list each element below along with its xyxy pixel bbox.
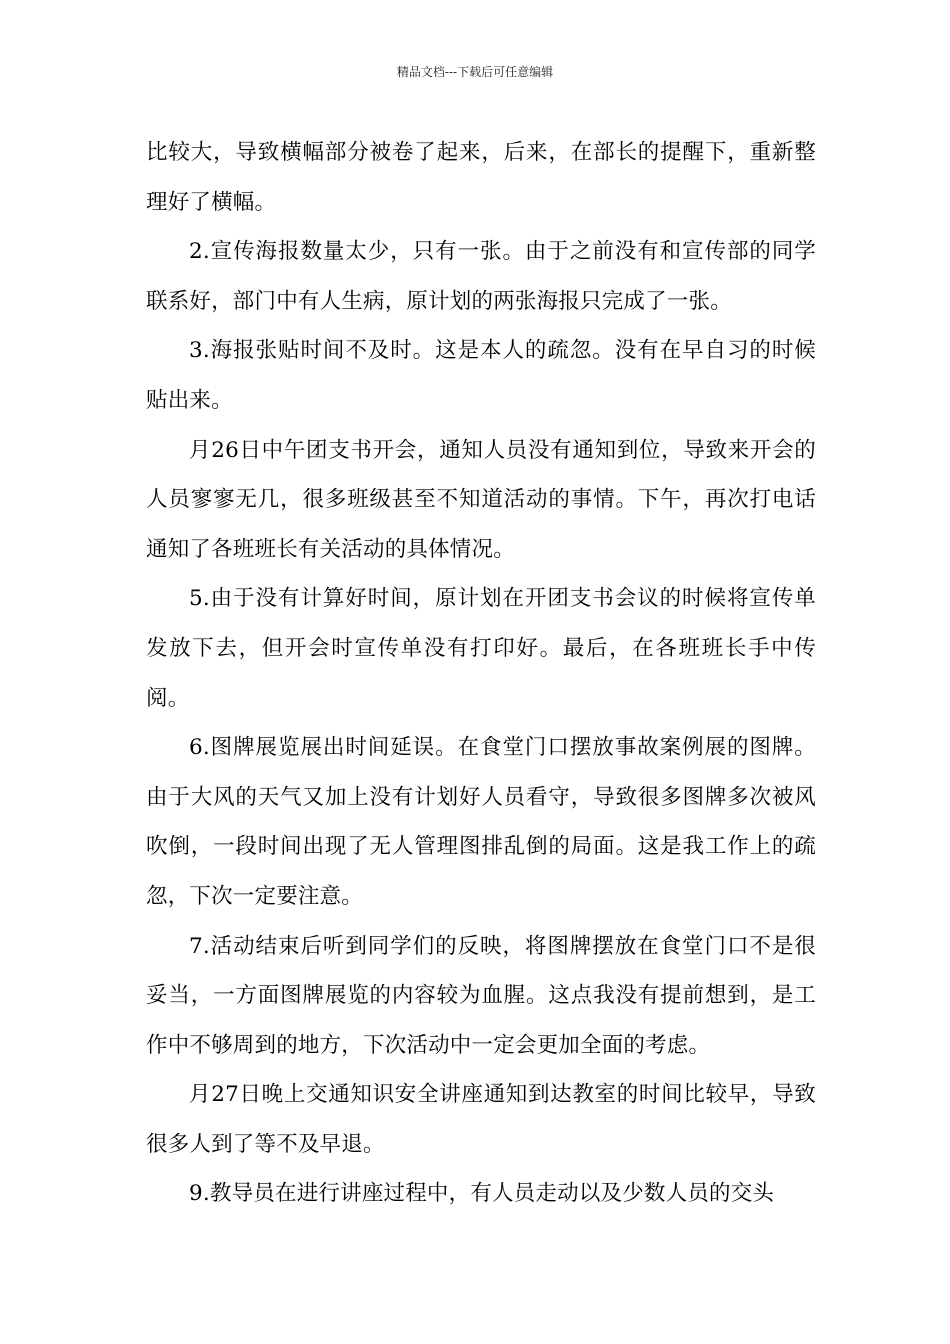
- paragraph-item-5: 5.由于没有计算好时间，原计划在开团支书会议的时候将宣传单发放下去，但开会时宣传单没有打印好。最后，在各班班长手中传阅。: [146, 586, 816, 711]
- paragraph-continuation: 比较大，导致横幅部分被卷了起来，后来，在部长的提醒下，重新整理好了横幅。: [146, 140, 816, 215]
- paragraph-item-2: 2.宣传海报数量太少，只有一张。由于之前没有和宣传部的同学联系好，部门中有人生病，原计划的两张海报只完成了一张。: [146, 239, 816, 314]
- paragraph-item-9: 9.教导员在进行讲座过程中，有人员走动以及少数人员的交头: [189, 1181, 775, 1207]
- page-header: 精品文档---下载后可任意编辑: [396, 65, 554, 79]
- paragraph-item-7: 7.活动结束后听到同学们的反映，将图牌摆放在食堂门口不是很妥当，一方面图牌展览的内容较为血腥。这点我没有提前想到，是工作中不够周到的地方，下次活动中一定会更加全面的考虑。: [146, 933, 816, 1058]
- document-body: [146, 128, 816, 1219]
- paragraph-item-4: 月26日中午团支书开会，通知人员没有通知到位，导致来开会的人员寥寥无几，很多班级甚至不知道活动的事情。下午，再次打电话通知了各班班长有关活动的具体情况。: [146, 437, 816, 562]
- paragraph-item-8: 月27日晚上交通知识安全讲座通知到达教室的时间比较早，导致很多人到了等不及早退。: [146, 1082, 816, 1157]
- paragraph-item-3: 3.海报张贴时间不及时。这是本人的疏忽。没有在早自习的时候贴出来。: [146, 338, 816, 413]
- paragraph-item-6: 6.图牌展览展出时间延误。在食堂门口摆放事故案例展的图牌。由于大风的天气又加上没有计划好人员看守，导致很多图牌多次被风吹倒，一段时间出现了无人管理图排乱倒的局面。这是我工作上的疏忽，下次一定要注意。: [146, 735, 816, 909]
